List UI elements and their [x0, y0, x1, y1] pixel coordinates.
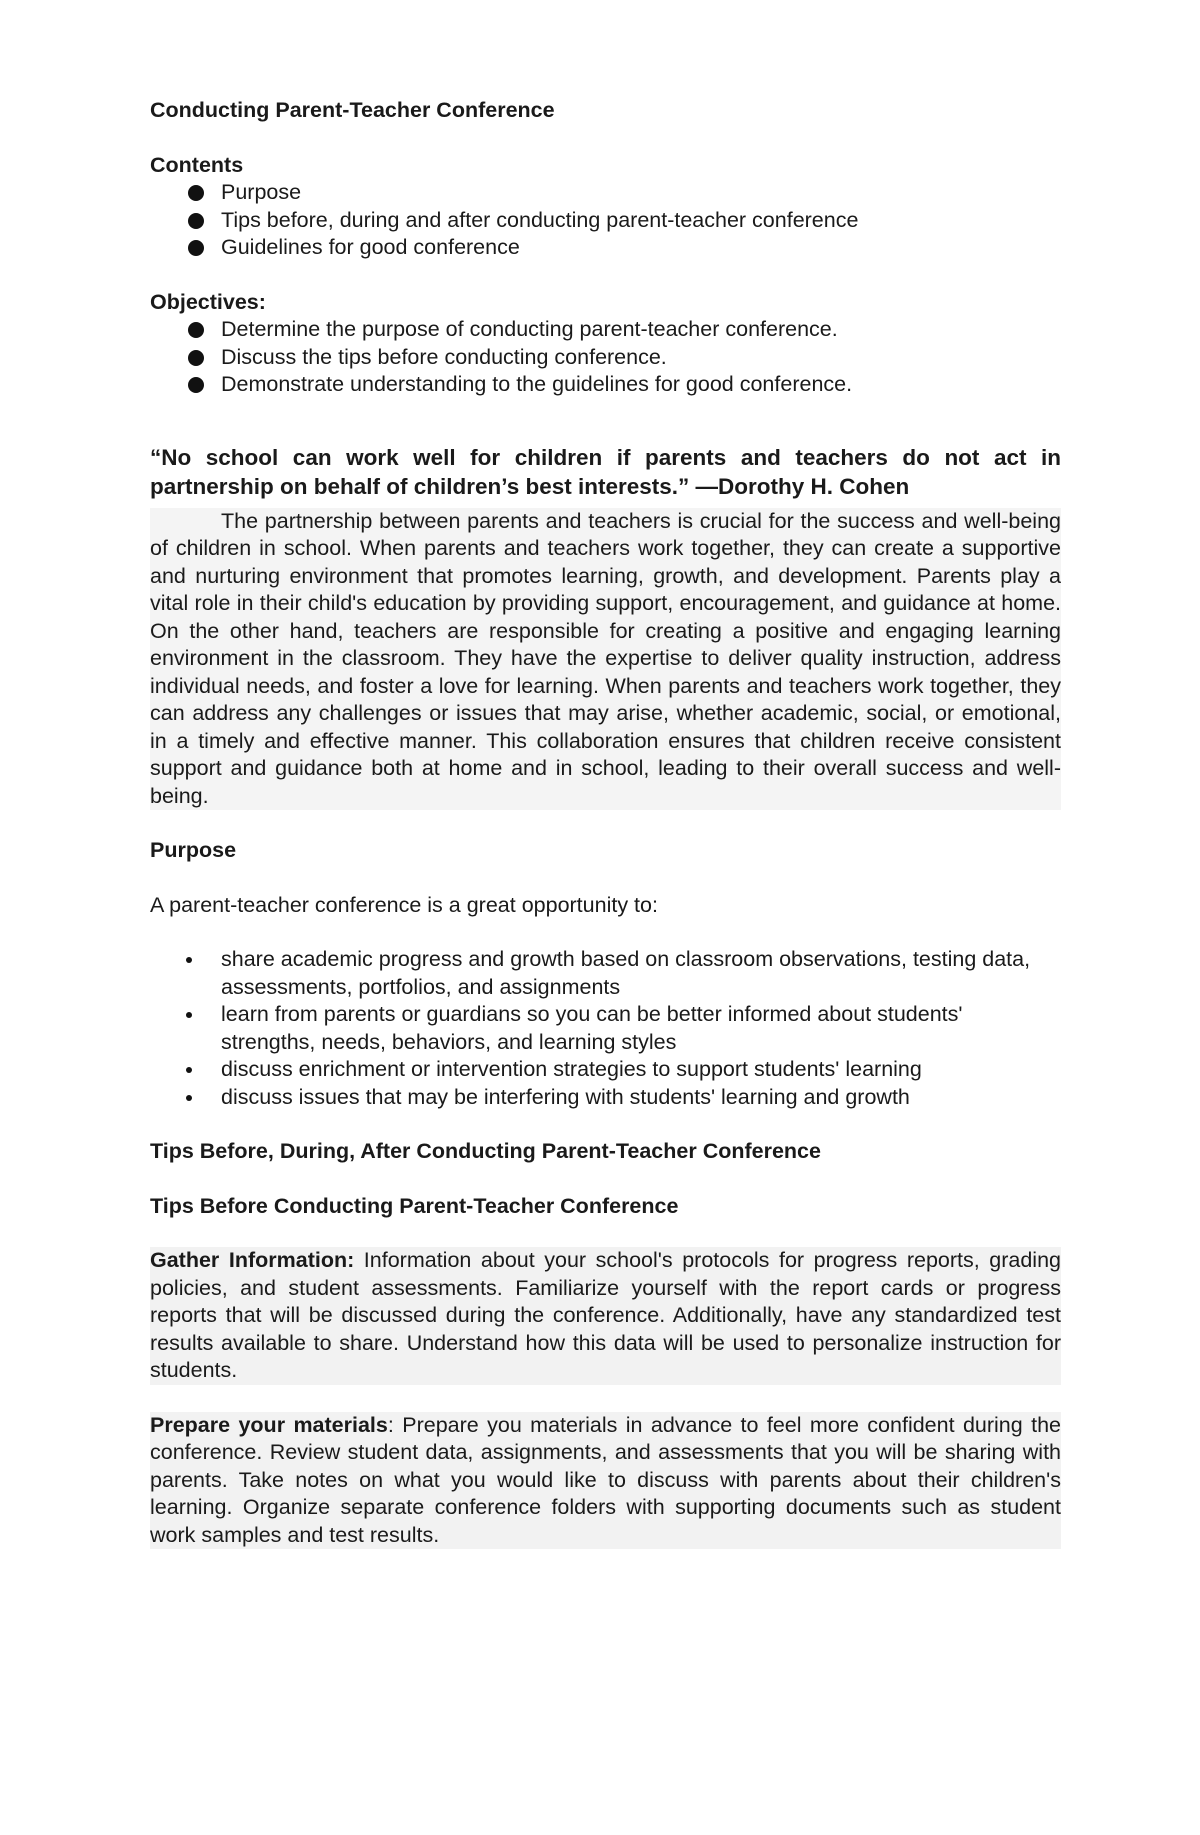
bullet-icon [186, 1095, 192, 1101]
intro-paragraph: The partnership between parents and teachers is crucial for the success and well-being of children in school. When parents and teachers work together, they can create a supportive and nurturing environment that promotes learning, growth, and development. Parents play a vital role in their child's education by providing support, encouragement, and guidance at home. On the other hand, teachers are responsible for creating a positive and engaging learning environment in the classroom. They have the expertise to deliver quality instruction, address individual needs, and foster a love for learning. When parents and teachers work together, they can address any challenges or issues that may arise, whether academic, social, or emotional, in a timely and effective manner. This collaboration ensures that children receive consistent support and guidance both at home and in school, leading to their overall success and well-being. [150, 508, 1061, 811]
purpose-list [150, 946, 1061, 1111]
list-item: Determine the purpose of conducting parent-teacher conference. [150, 316, 1061, 344]
list-item: Discuss the tips before conducting conference. [150, 344, 1061, 372]
purpose-heading: Purpose [150, 838, 237, 862]
gather-information-label: Gather Information: [150, 1248, 355, 1272]
tips-heading: Tips Before, During, After Conducting Parent-Teacher Conference [150, 1139, 821, 1163]
bullet-icon [188, 322, 204, 338]
list-item: Tips before, during and after conducting parent-teacher conference [150, 207, 1061, 235]
prepare-materials-label: Prepare your materials [150, 1412, 388, 1437]
prepare-materials-text: : Prepare you materials in advance to feel more confident during the conference. Review student data, assignments, and assessments that you will be sharing with parents. Take notes on what you would like to discuss with parents about their children's learning. Organize separate conference folders with supporting documents such as student work samples and test results. [150, 1412, 1061, 1547]
contents-list [150, 179, 1061, 262]
objectives-list [150, 316, 1061, 399]
list-item: discuss enrichment or intervention strategies to support students' learning [150, 1056, 1061, 1084]
tips-before-heading: Tips Before Conducting Parent-Teacher Conference [150, 1193, 679, 1218]
prepare-materials-paragraph [150, 1412, 1061, 1550]
document-title: Conducting Parent-Teacher Conference [150, 98, 555, 122]
bullet-icon [186, 1012, 192, 1018]
bullet-icon [188, 377, 204, 393]
cohen-quote: “No school can work well for children if parents and teachers do not act in partnership on behalf of children’s best interests.” —Dorothy H. Cohen [150, 444, 1061, 499]
list-item: learn from parents or guardians so you can be better informed about students' strengths, needs, behaviors, and learning styles [150, 1001, 1061, 1056]
gather-information-text: Information about your school's protocols for progress reports, grading policies, and student assessments. Familiarize yourself with the report cards or progress reports that will be discussed during the conference. Additionally, have any standardized test results available to share. Understand how this data will be used to personalize instruction for students. [150, 1248, 1061, 1382]
list-item: Demonstrate understanding to the guidelines for good conference. [150, 371, 1061, 399]
bullet-icon [186, 1067, 192, 1073]
bullet-icon [188, 240, 204, 256]
bullet-icon [188, 185, 204, 201]
list-item: share academic progress and growth based on classroom observations, testing data, assessments, portfolios, and assignments [150, 946, 1061, 1001]
bullet-icon [188, 350, 204, 366]
list-item: Guidelines for good conference [150, 234, 1061, 262]
objectives-heading: Objectives: [150, 289, 266, 314]
purpose-lead: A parent-teacher conference is a great opportunity to: [150, 892, 658, 917]
contents-heading: Contents [150, 152, 244, 177]
gather-information-paragraph [150, 1247, 1061, 1385]
document-page [150, 97, 1061, 1549]
list-item: Purpose [150, 179, 1061, 207]
bullet-icon [186, 957, 192, 963]
list-item: discuss issues that may be interfering with students' learning and growth [150, 1084, 1061, 1112]
bullet-icon [188, 213, 204, 229]
